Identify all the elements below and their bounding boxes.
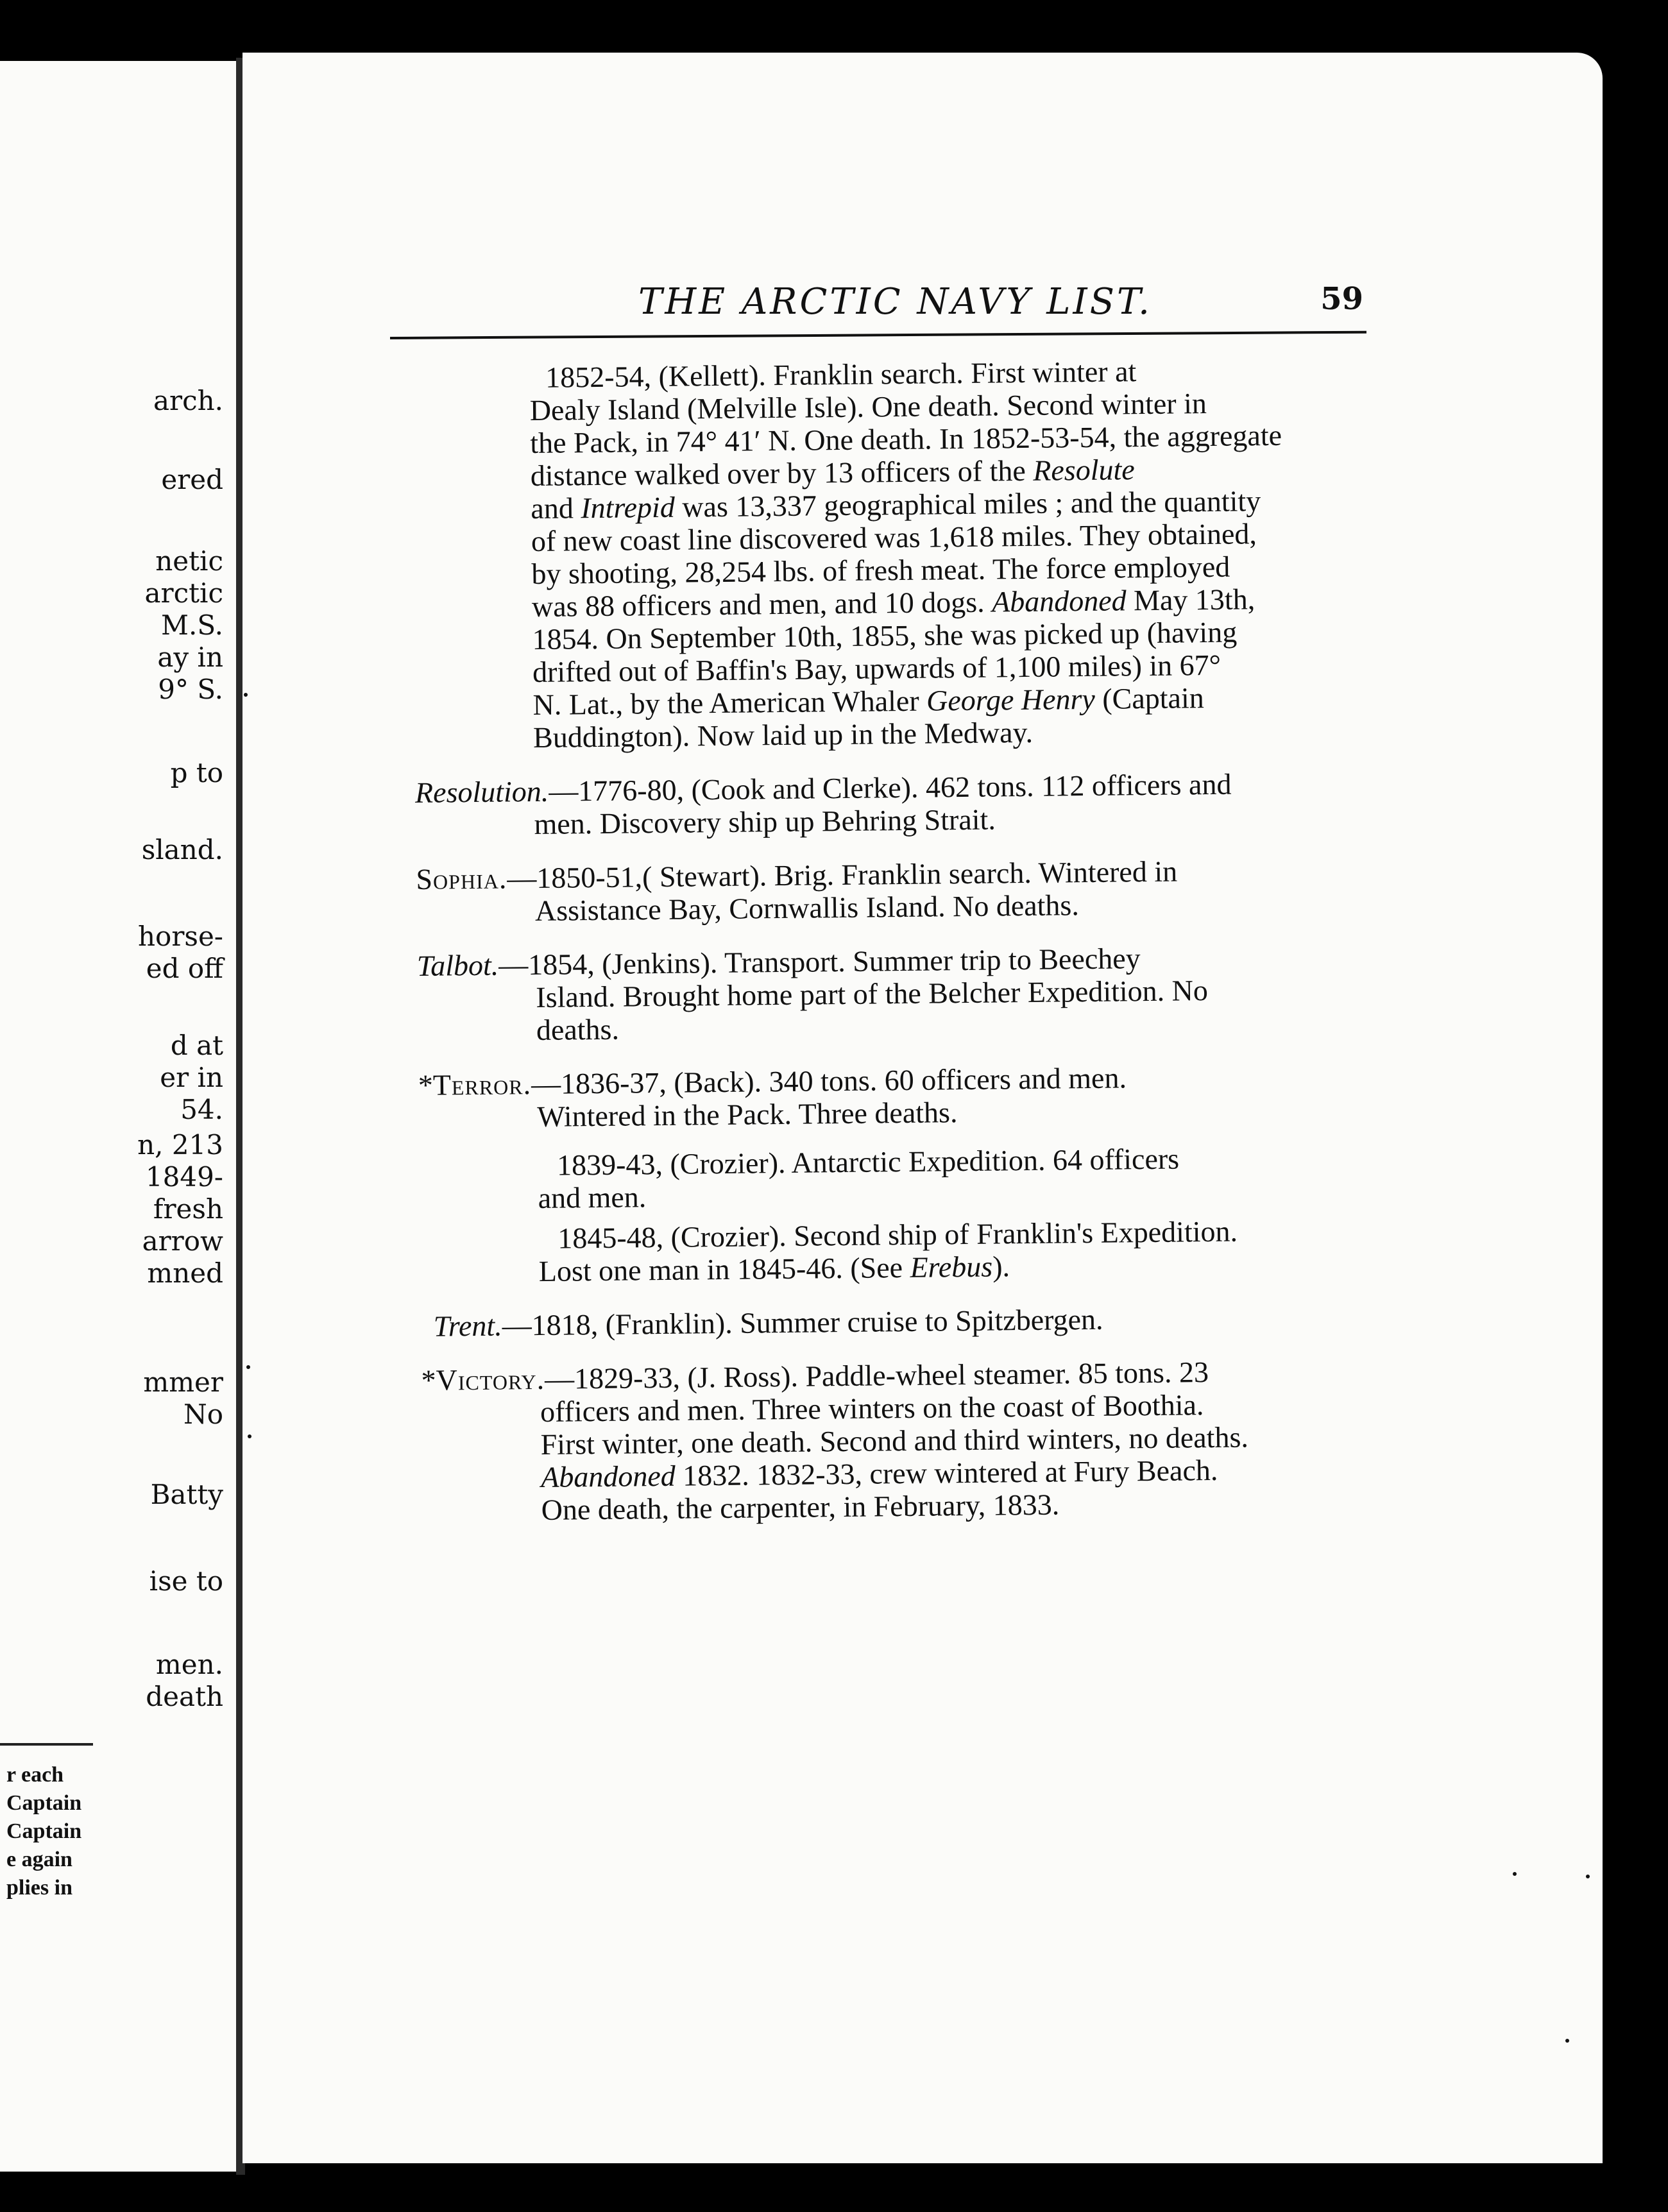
left-footnote-fragment: Captain bbox=[6, 1791, 82, 1815]
text-run: N. Lat., by the American Whaler bbox=[532, 684, 927, 722]
ship-name: Terror. bbox=[432, 1068, 532, 1102]
ship-name: Trent. bbox=[433, 1309, 502, 1343]
text-line: Dealy Island (Melville Isle). One death. Second winter in bbox=[529, 387, 1207, 427]
text-line bbox=[411, 418, 1384, 493]
text-run: —1776-80, (Cook and Clerke). 462 tons. 112 officers and bbox=[549, 767, 1232, 808]
left-footnote-fragment: plies in bbox=[6, 1876, 72, 1900]
ship-name: Resolution. bbox=[414, 774, 549, 809]
text-line: 1854. On September 10th, 1855, she was picked up (having bbox=[532, 615, 1238, 656]
page-header bbox=[632, 281, 1363, 326]
entry-terror bbox=[418, 1059, 1383, 1289]
left-text-fragment: sland. bbox=[141, 834, 223, 865]
text-run: —1836-37, (Back). 340 tons. 60 officers and men. bbox=[531, 1061, 1127, 1101]
text-line: Wintered in the Pack. Three deaths. bbox=[537, 1096, 958, 1133]
text-run: was 88 officers and men, and 10 dogs. bbox=[531, 585, 992, 624]
left-text-fragment: 54. bbox=[180, 1094, 223, 1125]
left-text-fragment: ay in bbox=[157, 642, 223, 673]
text-run: and bbox=[531, 491, 581, 525]
left-text-fragment: M.S. bbox=[161, 609, 223, 641]
text-line: 1839-43, (Crozier). Antarctic Expedition. 64 officers bbox=[556, 1142, 1180, 1182]
left-text-fragment: fresh bbox=[153, 1193, 223, 1225]
running-title: THE ARCTIC NAVY LIST. bbox=[638, 281, 1152, 323]
page-body bbox=[411, 352, 1385, 1549]
left-text-fragment: horse- bbox=[137, 921, 223, 952]
text-line: deaths. bbox=[536, 1012, 620, 1047]
text-run: Lost one man in 1845-46. (See bbox=[538, 1250, 910, 1288]
left-text-fragment: arctic bbox=[144, 577, 223, 609]
text-line: Assistance Bay, Cornwallis Island. No deaths. bbox=[534, 889, 1080, 928]
ship-name: Sophia. bbox=[416, 862, 507, 896]
entry-talbot bbox=[417, 939, 1381, 1048]
left-text-fragment: Batty bbox=[150, 1479, 223, 1510]
entry-victory bbox=[421, 1354, 1385, 1527]
left-text-fragment: p to bbox=[170, 757, 223, 788]
text-run: the Pack, in 74° 41′ N. One death. In 1852-53-54, the aggregate distance walked over by 13 officers of the bbox=[530, 418, 1282, 493]
text-line: 1852-54, (Kellett). Franklin search. First winter at bbox=[545, 355, 1137, 394]
text-line: men. Discovery ship up Behring Strait. bbox=[534, 803, 996, 841]
text-line: One death, the carpenter, in February, 1833. bbox=[541, 1488, 1060, 1526]
text-run: —1850-51,( Stewart). Brig. Franklin search. Wintered in bbox=[507, 855, 1178, 895]
left-text-fragment: No bbox=[183, 1399, 223, 1430]
text-line bbox=[420, 1300, 1383, 1343]
text-line: drifted out of Baffin's Bay, upwards of 1,100 miles) in 67° bbox=[532, 648, 1221, 689]
arctic-medal-star: * bbox=[418, 1068, 434, 1102]
left-text-fragment: arrow bbox=[142, 1225, 223, 1257]
left-text-fragment: er in bbox=[160, 1062, 223, 1093]
ship-name: Erebus bbox=[910, 1250, 993, 1284]
text-line: First winter, one death. Second and third winters, no deaths. bbox=[540, 1420, 1249, 1461]
text-run: ). bbox=[992, 1250, 1010, 1283]
text-line: 1845-48, (Crozier). Second ship of Franklin's Expedition. bbox=[557, 1214, 1238, 1255]
ship-name: Talbot. bbox=[416, 948, 499, 982]
text-line: Buddington). Now laid up in the Medway. bbox=[532, 715, 1034, 754]
left-text-fragment: ered bbox=[161, 464, 223, 495]
text-run: (Captain bbox=[1094, 681, 1204, 715]
text-run: —1829-33, (J. Ross). Paddle-wheel steamer. 85 tons. 23 bbox=[544, 1356, 1209, 1395]
entry-sophia bbox=[416, 853, 1379, 928]
text-line: of new coast line discovered was 1,618 miles. They obtained, bbox=[531, 517, 1257, 558]
left-text-fragment: d at bbox=[170, 1030, 223, 1061]
ship-name: Intrepid bbox=[581, 490, 676, 525]
text-line: officers and men. Three winters on the coast of Boothia. bbox=[540, 1388, 1204, 1428]
left-text-fragment: 1849- bbox=[145, 1161, 223, 1193]
left-text-fragment: arch. bbox=[153, 385, 223, 416]
left-text-fragment: ise to bbox=[149, 1565, 223, 1597]
left-footnote-rule bbox=[0, 1743, 93, 1746]
abandoned-italic: Abandoned bbox=[991, 584, 1127, 618]
left-footnote-fragment: Captain bbox=[6, 1819, 82, 1843]
resolute-continuation bbox=[411, 352, 1377, 755]
left-text-fragment: men. bbox=[155, 1649, 223, 1680]
left-footnote-fragment: e again bbox=[6, 1848, 72, 1871]
abandoned-italic: Abandoned bbox=[540, 1459, 676, 1493]
text-line: by shooting, 28,254 lbs. of fresh meat. The force employed bbox=[531, 550, 1230, 591]
left-text-fragment: 9° S. bbox=[158, 674, 223, 705]
text-run: was 13,337 geographical miles ; and the quantity bbox=[674, 484, 1261, 523]
text-run: May 13th, bbox=[1126, 583, 1255, 617]
arctic-medal-star: * bbox=[421, 1363, 436, 1397]
page-number: 59 bbox=[1320, 281, 1363, 317]
text-run: —1854, (Jenkins). Transport. Summer trip to Beechey bbox=[498, 942, 1141, 982]
text-run: —1818, (Franklin). Summer cruise to Spitzbergen. bbox=[502, 1302, 1103, 1342]
left-text-fragment: netic bbox=[155, 545, 223, 577]
entry-resolution bbox=[415, 766, 1378, 842]
left-footnote-fragment: r each bbox=[6, 1763, 64, 1787]
left-text-fragment: ed off bbox=[146, 953, 223, 984]
left-text-fragment: mned bbox=[147, 1257, 223, 1289]
text-line: and men. bbox=[538, 1180, 647, 1214]
text-line: Island. Brought home part of the Belcher Expedition. No bbox=[536, 974, 1209, 1014]
left-text-fragment: n, 213 bbox=[137, 1129, 223, 1161]
left-text-fragment: mmer bbox=[143, 1366, 223, 1398]
entry-trent bbox=[420, 1300, 1383, 1343]
left-facing-page bbox=[0, 61, 240, 2172]
ship-name: Victory. bbox=[436, 1362, 545, 1397]
text-run: 1832. 1832-33, crew wintered at Fury Beach. bbox=[675, 1453, 1218, 1492]
ship-name: Resolute bbox=[1032, 453, 1135, 487]
ship-name: George Henry bbox=[926, 682, 1096, 717]
left-text-fragment: death bbox=[146, 1681, 223, 1712]
